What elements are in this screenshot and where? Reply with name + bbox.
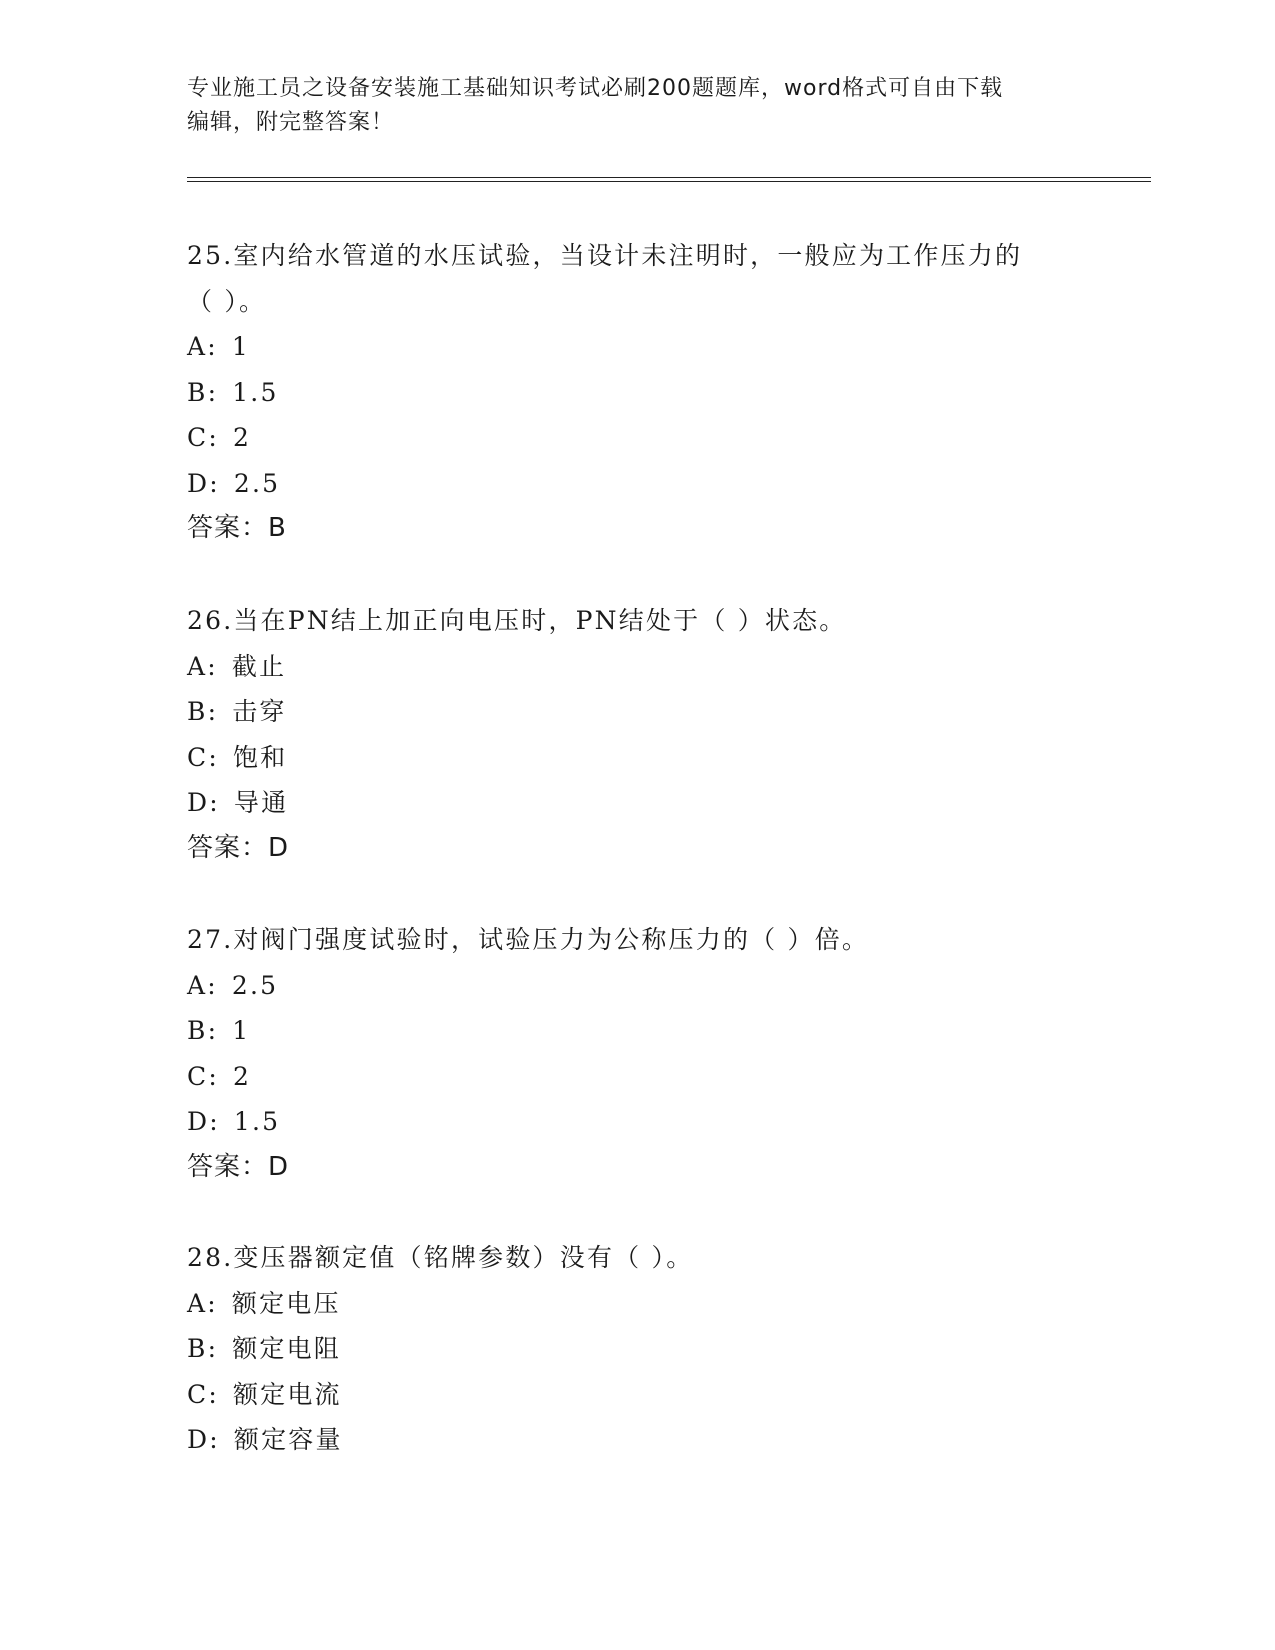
option-label: A: [187,1288,218,1318]
option-text: 额定电阻 [232,1334,342,1363]
option-text: 1 [232,1016,251,1045]
option-label: B: [187,1016,219,1045]
answer-line: 答案：D [187,832,290,863]
option-text: 击穿 [232,697,287,726]
option-label: D: [187,1107,220,1136]
option-c [187,735,1087,781]
option-a [187,644,1087,690]
header-title-line-2: 编辑，附完整答案！ [187,110,395,135]
option-b [187,689,1087,735]
option-text: 截止 [231,651,287,681]
header-divider-bottom [187,181,1151,182]
option-text: 1.5 [232,377,279,407]
option-text: 饱和 [232,742,288,772]
option-text: 2.5 [231,970,279,1000]
option-label: D: [187,468,220,498]
question-28 [187,1235,1087,1463]
option-text: 额定容量 [233,1425,343,1454]
document-header [187,72,1087,140]
option-a [187,1281,1087,1327]
option-label: B: [187,697,219,726]
option-text: 2 [232,423,252,452]
option-label: D: [187,788,220,817]
question-stem: 27.对阀门强度试验时，试验压力为公称压力的（ ）倍。 [187,925,870,954]
option-label: C: [187,1379,219,1409]
question-stem: 25.室内给水管道的水压试验，当设计未注明时，一般应为工作压力的 [187,241,1023,270]
option-label: B: [187,377,219,407]
option-c [187,415,1087,461]
option-label: A: [187,332,218,361]
option-label: D: [187,1425,220,1454]
option-b [187,370,1087,416]
question-25 [187,233,1087,552]
option-d [187,461,1087,507]
option-c [187,1372,1087,1418]
question-stem: 26.当在PN结上加正向电压时，PN结处于（ ）状态。 [187,606,847,635]
option-a [187,324,1087,370]
question-27 [187,917,1087,1190]
answer-line: 答案：D [187,1151,290,1182]
option-label: C: [187,423,219,452]
option-d [187,780,1087,826]
option-label: B: [187,1334,219,1363]
option-label: C: [187,742,219,772]
option-b [187,1008,1087,1054]
option-label: C: [187,1061,219,1091]
option-text: 2.5 [233,468,281,498]
option-text: 1.5 [233,1107,281,1136]
option-text: 额定电流 [232,1379,342,1409]
option-d [187,1417,1087,1463]
option-c [187,1054,1087,1100]
answer-line: 答案：B [187,513,287,543]
option-text: 额定电压 [231,1288,341,1318]
option-text: 1 [231,332,250,361]
question-26 [187,598,1087,871]
option-d [187,1099,1087,1145]
header-divider-top [187,177,1151,178]
option-b [187,1326,1087,1372]
option-a [187,963,1087,1009]
question-stem-continued: （ ）。 [187,286,267,316]
option-label: A: [187,970,218,1000]
option-label: A: [187,651,218,681]
option-text: 导通 [233,788,289,817]
header-title-line-1: 专业施工员之设备安装施工基础知识考试必刷200题题库，word格式可自由下载 [187,76,1004,101]
question-stem: 28.变压器额定值（铭牌参数）没有（ ）。 [187,1243,694,1272]
option-text: 2 [232,1061,252,1091]
